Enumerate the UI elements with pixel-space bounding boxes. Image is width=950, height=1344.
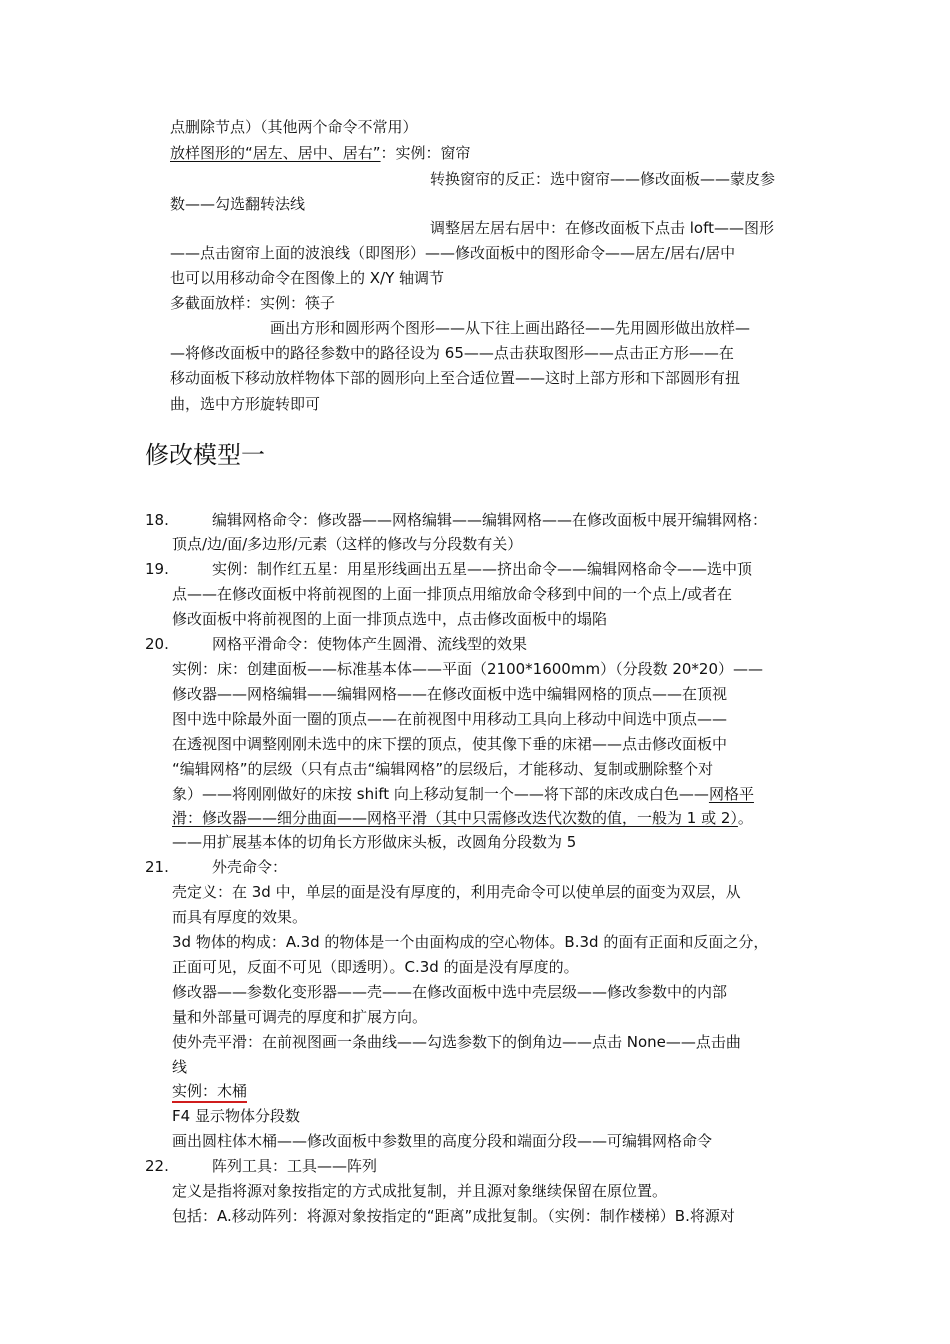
text-line: 网格平滑命令：使物体产生圆滑、流线型的效果 [212, 635, 528, 653]
text-line: 在透视图中调整刚刚未选中的床下摆的顶点，使其像下垂的床裙——点击修改面板中 [172, 735, 728, 753]
text-line: 编辑网格命令：修改器——网格编辑——编辑网格——在修改面板中展开编辑网格： [212, 511, 768, 529]
text-line: “编辑网格”的层级（只有点击“编辑网格”的层级后，才能移动、复制或删除整个对 [172, 760, 714, 778]
text-line: 画出方形和圆形两个图形——从下往上画出路径——先用圆形做出放样— [270, 319, 751, 337]
underlined-text: 网格平 [708, 785, 754, 803]
text-line: 画出圆柱体木桶——修改面板中参数里的高度分段和端面分段——可编辑网格命令 [172, 1132, 713, 1150]
item-number: 20. [145, 635, 169, 653]
underlined-text: 滑：修改器——细分曲面——网格平滑（其中只需修改迭代次数的值，一般为 1 或 2） [172, 809, 738, 827]
text-line: 包括：A.移动阵列：将源对象按指定的“距离”成批复制。（实例：制作楼梯）B.将源对 [172, 1207, 735, 1225]
text-line: 外壳命令： [212, 858, 288, 876]
text-line [172, 784, 754, 804]
text-line [170, 143, 471, 163]
text-line [172, 1081, 247, 1101]
text-line: F4 显示物体分段数 [172, 1107, 300, 1125]
text-line: 调整居左居右居中：在修改面板下点击 loft——图形 [430, 219, 775, 237]
text-line: 曲，选中方形旋转即可 [170, 395, 321, 413]
text-line: 量和外部量可调壳的厚度和扩展方向。 [172, 1008, 428, 1026]
text-line: 顶点/边/面/多边形/元素（这样的修改与分段数有关） [172, 535, 523, 553]
text-line: 阵列工具：工具——阵列 [212, 1157, 378, 1175]
text-line: —将修改面板中的路径参数中的路径设为 65——点击获取图形——点击正方形——在 [170, 344, 734, 362]
text-line: 使外壳平滑：在前视图画一条曲线——勾选参数下的倒角边——点击 None——点击曲 [172, 1033, 741, 1051]
text-span: ：实例：窗帘 [380, 144, 471, 162]
text-line: 而具有厚度的效果。 [172, 908, 308, 926]
text-line: 壳定义：在 3d 中，单层的面是没有厚度的，利用壳命令可以使单层的面变为双层，从 [172, 883, 741, 901]
text-line [172, 808, 753, 828]
text-line: 多截面放样：实例：筷子 [170, 294, 336, 312]
item-number: 18. [145, 511, 169, 529]
text-line: 3d 物体的构成：A.3d 的物体是一个由面构成的空心物体。B.3d 的面有正面和反面之分， [172, 933, 769, 951]
text-line: 修改器——网格编辑——编辑网格——在修改面板中选中编辑网格的顶点——在顶视 [172, 685, 728, 703]
text-line: 正面可见，反面不可见（即透明）。C.3d 的面是没有厚度的。 [172, 958, 579, 976]
text-line: 点删除节点）（其他两个命令不常用） [170, 118, 418, 136]
underlined-text: 放样图形的“居左、居中、居右” [170, 144, 381, 162]
text-line: 点——在修改面板中将前视图的上面一排顶点用缩放命令移到中间的一个点上/或者在 [172, 585, 733, 603]
item-number: 19. [145, 560, 169, 578]
text-span: 。 [737, 809, 753, 827]
text-line: 数——勾选翻转法线 [170, 195, 306, 213]
item-number: 21. [145, 858, 169, 876]
item-number: 22. [145, 1157, 169, 1175]
text-line: 实例：制作红五星：用星形线画出五星——挤出命令——编辑网格命令——选中顶 [212, 560, 753, 578]
red-underlined-text: 实例：木桶 [172, 1082, 247, 1103]
text-line: 实例：床：创建面板——标准基本体——平面（2100*1600mm）（分段数 20*20）—— [172, 660, 764, 678]
text-line: 修改器——参数化变形器——壳——在修改面板中选中壳层级——修改参数中的内部 [172, 983, 728, 1001]
text-line: 修改面板中将前视图的上面一排顶点选中，点击修改面板中的塌陷 [172, 610, 608, 628]
text-line: 线 [172, 1058, 188, 1076]
text-line: 转换窗帘的反正：选中窗帘——修改面板——蒙皮参 [430, 170, 776, 188]
text-line: 定义是指将源对象按指定的方式成批复制，并且源对象继续保留在原位置。 [172, 1182, 668, 1200]
text-line: 也可以用移动命令在图像上的 X/Y 轴调节 [170, 269, 445, 287]
text-line: 图中选中除最外面一圈的顶点——在前视图中用移动工具向上移动中间选中顶点—— [172, 710, 728, 728]
text-span: 象）——将刚刚做好的床按 shift 向上移动复制一个——将下部的床改成白色—— [172, 785, 709, 803]
text-line: ——用扩展基本体的切角长方形做床头板，改圆角分段数为 5 [172, 833, 577, 851]
text-line: 移动面板下移动放样物体下部的圆形向上至合适位置——这时上部方形和下部圆形有扭 [170, 369, 741, 387]
section-heading: 修改模型一 [145, 441, 265, 469]
text-line: ——点击窗帘上面的波浪线（即图形）——修改面板中的图形命令——居左/居右/居中 [170, 244, 736, 262]
